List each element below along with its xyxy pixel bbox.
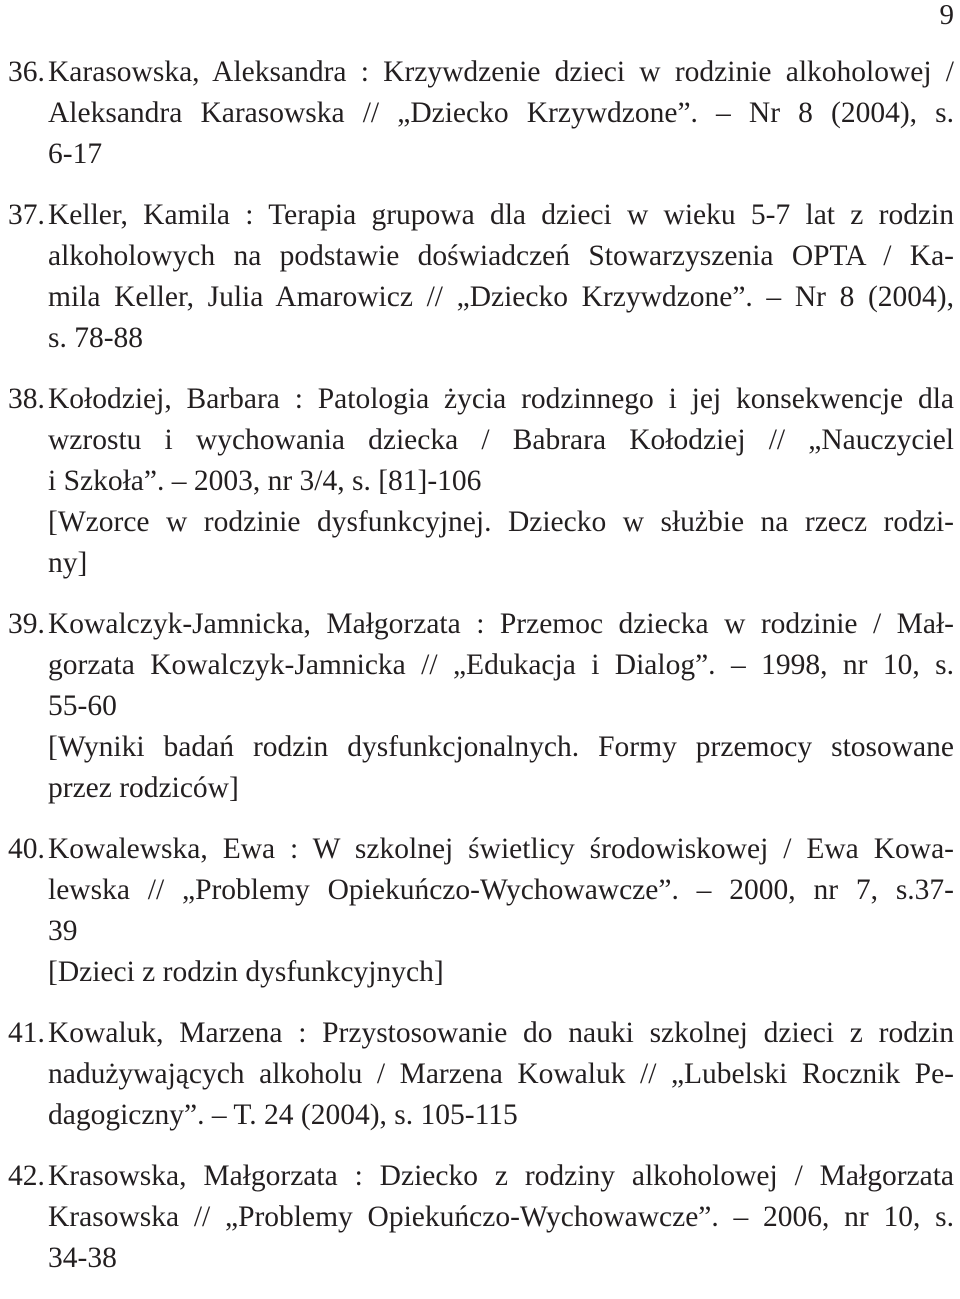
entry-text: Krasowska // „Problemy Opiekuńczo-Wychowawcze”. – 2006, nr 10, s.: [48, 1201, 954, 1233]
entry-text: Kołodziej, Barbara : Patologia życia rodzinnego i jej konsekwencje dla: [48, 383, 954, 415]
entry-indent: [8, 502, 48, 543]
entry-text: i Szkoła”. – 2003, nr 3/4, s. [81]-106: [48, 465, 482, 497]
entry-line: [8, 502, 954, 543]
entry-line: [8, 870, 954, 911]
entry-text: Kowalczyk-Jamnicka, Małgorzata : Przemoc dziecka w rodzinie / Mał-: [48, 608, 954, 640]
entry-line: [8, 1054, 954, 1095]
entry-line: [8, 1156, 954, 1197]
bibliography-entry: [8, 1013, 954, 1136]
entry-indent: [8, 420, 48, 461]
entry-text: 55-60: [48, 690, 117, 722]
entry-line: [8, 1013, 954, 1054]
entry-number: 38.: [8, 383, 45, 415]
entry-text: dagogiczny”. – T. 24 (2004), s. 105-115: [48, 1099, 518, 1131]
bibliography-entry: [8, 604, 954, 809]
bibliography-entry: [8, 829, 954, 993]
entry-line: [8, 1197, 954, 1238]
entry-indent: [8, 870, 48, 911]
entry-line: [8, 195, 954, 236]
entry-line: [8, 952, 954, 993]
entry-text: Keller, Kamila : Terapia grupowa dla dzieci w wieku 5-7 lat z rodzin: [48, 199, 954, 231]
entry-number: 42.: [8, 1160, 45, 1192]
entry-text: Krasowska, Małgorzata : Dziecko z rodziny alkoholowej / Małgorzata: [48, 1160, 954, 1192]
entry-line: [8, 645, 954, 686]
entry-indent: [8, 277, 48, 318]
entry-line: [8, 318, 954, 359]
entry-text: [Dzieci z rodzin dysfunkcyjnych]: [48, 956, 444, 988]
entry-text: nadużywających alkoholu / Marzena Kowaluk // „Lubelski Rocznik Pe-: [48, 1058, 954, 1090]
entry-line: [8, 829, 954, 870]
bibliography-entry: [8, 52, 954, 175]
entry-line: [8, 52, 954, 93]
entry-text: lewska // „Problemy Opiekuńczo-Wychowawcze”. – 2000, nr 7, s.37-: [48, 874, 954, 906]
entry-text: przez rodziców]: [48, 772, 239, 804]
entry-line: [8, 379, 954, 420]
entry-text: [Wyniki badań rodzin dysfunkcjonalnych. Formy przemocy stosowane: [48, 731, 954, 763]
entry-number: 41.: [8, 1017, 45, 1049]
entry-text: [Wzorce w rodzinie dysfunkcyjnej. Dziecko w służbie na rzecz rodzi-: [48, 506, 954, 538]
bibliography-list: [8, 52, 954, 1299]
entry-indent: [8, 727, 48, 768]
entry-line: [8, 1095, 954, 1136]
entry-line: [8, 543, 954, 584]
entry-line: [8, 277, 954, 318]
entry-line: [8, 236, 954, 277]
entry-text: alkoholowych na podstawie doświadczeń Stowarzyszenia OPTA / Ka-: [48, 240, 954, 272]
entry-text: Kowalewska, Ewa : W szkolnej świetlicy środowiskowej / Ewa Kowa-: [48, 833, 954, 865]
entry-number: 37.: [8, 199, 45, 231]
entry-line: [8, 134, 954, 175]
entry-line: [8, 911, 954, 952]
entry-line: [8, 768, 954, 809]
entry-line: [8, 686, 954, 727]
entry-text: Aleksandra Karasowska // „Dziecko Krzywdzone”. – Nr 8 (2004), s.: [48, 97, 954, 129]
entry-line: [8, 604, 954, 645]
entry-indent: [8, 236, 48, 277]
entry-indent: [8, 93, 48, 134]
entry-text: wzrostu i wychowania dziecka / Babrara Kołodziej // „Nauczyciel: [48, 424, 954, 456]
entry-text: ny]: [48, 547, 88, 579]
entry-text: Kowaluk, Marzena : Przystosowanie do nauki szkolnej dzieci z rodzin: [48, 1017, 954, 1049]
page-number: 9: [939, 0, 954, 31]
entry-text: Karasowska, Aleksandra : Krzywdzenie dzieci w rodzinie alkoholowej /: [48, 56, 954, 88]
bibliography-entry: [8, 195, 954, 359]
bibliography-entry: [8, 1156, 954, 1279]
entry-indent: [8, 1197, 48, 1238]
entry-indent: [8, 645, 48, 686]
bibliography-entry: [8, 379, 954, 584]
entry-text: mila Keller, Julia Amarowicz // „Dziecko Krzywdzone”. – Nr 8 (2004),: [48, 281, 954, 313]
entry-number: 36.: [8, 56, 45, 88]
entry-text: gorzata Kowalczyk-Jamnicka // „Edukacja i Dialog”. – 1998, nr 10, s.: [48, 649, 954, 681]
entry-number: 39.: [8, 608, 45, 640]
entry-line: [8, 1238, 954, 1279]
entry-line: [8, 727, 954, 768]
entry-line: [8, 461, 954, 502]
entry-line: [8, 93, 954, 134]
entry-text: 39: [48, 915, 78, 947]
entry-number: 40.: [8, 833, 45, 865]
entry-line: [8, 420, 954, 461]
entry-text: 6-17: [48, 138, 103, 170]
entry-indent: [8, 1054, 48, 1095]
entry-text: 34-38: [48, 1242, 117, 1274]
entry-text: s. 78-88: [48, 322, 144, 354]
